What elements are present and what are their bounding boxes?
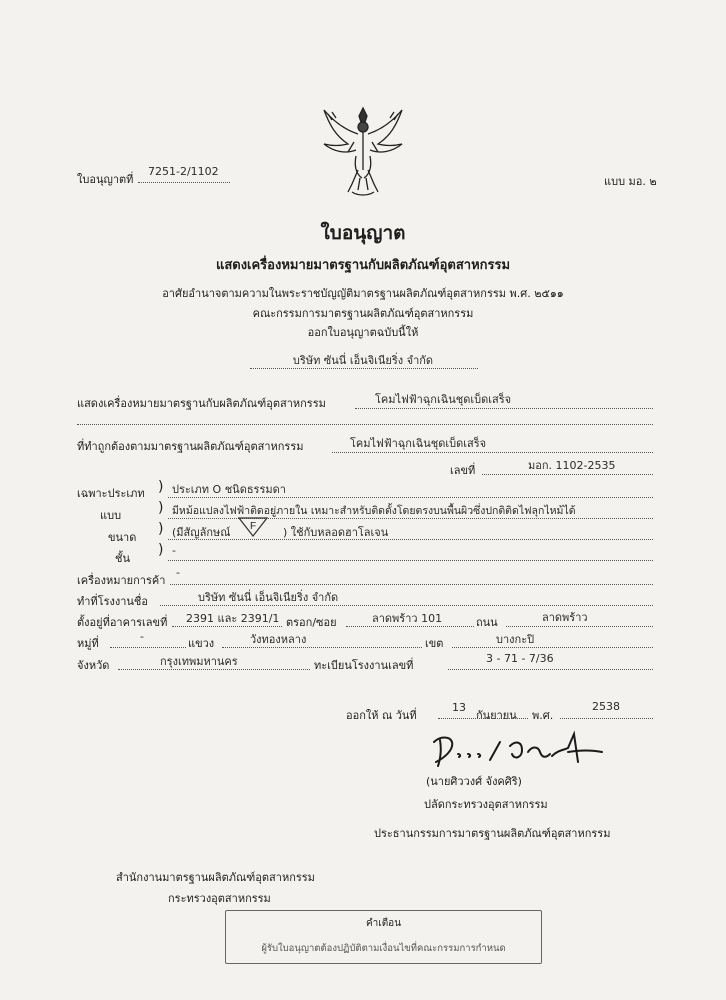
road-label: ถนน — [476, 616, 498, 629]
document-subtitle: แสดงเครื่องหมายมาตรฐานกับผลิตภัณฑ์อุตสาหกรรม — [215, 258, 511, 273]
moo-underline — [110, 647, 186, 648]
class-label: ชั้น — [115, 552, 130, 565]
permit-number-label: ใบอนุญาตที่ — [77, 173, 134, 186]
size-label: ขนาด — [108, 531, 137, 544]
province-label: จังหวัด — [77, 659, 110, 672]
conform-label: ที่ทำถูกต้องตามมาตรฐานผลิตภัณฑ์อุตสาหกรรม — [77, 440, 304, 453]
specific-underline — [168, 497, 653, 498]
show-mark-value: โคมไฟฟ้าฉุกเฉินชุดเบ็ดเสร็จ — [375, 393, 512, 406]
f-triangle-symbol-icon — [238, 517, 268, 537]
bracket-3: ) — [158, 521, 164, 537]
trademark-label: เครื่องหมายการค้า — [77, 574, 166, 587]
office-line-1: สำนักงานมาตรฐานผลิตภัณฑ์อุตสาหกรรม — [116, 871, 315, 884]
licensee-name: บริษัท ซันนี่ เอ็นจิเนียริ่ง จำกัด — [292, 354, 434, 367]
bracket-2: ) — [158, 500, 164, 516]
road-value: ลาดพร้าว — [542, 611, 588, 624]
issue-date-prefix: ออกให้ ณ วันที่ — [346, 709, 417, 722]
document-title: ใบอนุญาต — [320, 222, 406, 244]
khet-label: เขต — [425, 637, 444, 650]
size-value-suffix: ) ใช้กับหลอดฮาโลเจน — [283, 526, 389, 539]
trademark-value: - — [176, 566, 180, 579]
soi-value: ลาดพร้าว 101 — [372, 612, 443, 625]
khwaeng-value: วังทองหลาง — [250, 633, 307, 646]
f-symbol-letter: F — [249, 521, 257, 532]
show-mark-underline — [355, 408, 653, 409]
issue-year-underline — [560, 718, 653, 719]
signatory-name: (นายศิววงศ์ จังคศิริ) — [426, 775, 522, 788]
soi-label: ตรอก/ซอย — [286, 616, 337, 629]
authority-line: อาศัยอำนาจตามความในพระราชบัญญัติมาตรฐานผลิตภัณฑ์อุตสาหกรรม พ.ศ. ๒๕๑๑ — [162, 287, 564, 300]
issue-date-underline — [438, 718, 528, 719]
issue-line: ออกใบอนุญาตฉบับนี้ให้ — [307, 326, 419, 339]
warning-text: ผู้รับใบอนุญาตต้องปฏิบัติตามเงื่อนไขที่คณะกรรมการกำหนด — [261, 943, 506, 954]
road-underline — [506, 626, 653, 627]
province-underline — [118, 669, 310, 670]
class-underline — [168, 560, 653, 561]
factory-name-value: บริษัท ซันนี่ เอ็นจิเนียริ่ง จำกัด — [198, 591, 339, 604]
number-underline — [482, 474, 653, 475]
permit-number-underline — [138, 182, 230, 183]
moo-label: หมู่ที่ — [77, 637, 99, 650]
warning-box — [225, 910, 542, 964]
factory-reg-value: 3 - 71 - 7/36 — [486, 652, 554, 665]
address-value: 2391 และ 2391/1 — [186, 612, 280, 625]
bracket-4: ) — [158, 542, 164, 558]
garuda-emblem-icon — [318, 100, 408, 200]
permit-number-value: 7251-2/1102 — [148, 165, 219, 178]
show-mark-label: แสดงเครื่องหมายมาตรฐานกับผลิตภัณฑ์อุตสาหกรรม — [77, 397, 326, 410]
specific-label: เฉพาะประเภท — [77, 487, 145, 500]
size-value-prefix: (มีสัญลักษณ์ — [172, 526, 231, 539]
handwritten-signature — [424, 728, 609, 770]
specific-value: ประเภท O ชนิดธรรมดา — [172, 483, 286, 496]
khwaeng-label: แขวง — [188, 637, 215, 650]
number-label: เลขที่ — [450, 464, 476, 477]
signatory-position: ปลัดกระทรวงอุตสาหกรรม — [424, 798, 548, 811]
committee-chair: ประธานกรรมการมาตรฐานผลิตภัณฑ์อุตสาหกรรม — [374, 827, 611, 840]
factory-reg-underline — [448, 669, 653, 670]
province-value: กรุงเทพมหานคร — [160, 655, 238, 668]
khwaeng-underline — [222, 647, 422, 648]
bracket-1: ) — [158, 479, 164, 495]
issue-date-era-label: พ.ศ. — [532, 709, 554, 722]
issue-date-year: 2538 — [592, 700, 620, 713]
conform-value: โคมไฟฟ้าฉุกเฉินชุดเบ็ดเสร็จ — [350, 437, 487, 450]
office-line-2: กระทรวงอุตสาหกรรม — [168, 892, 271, 905]
address-label: ตั้งอยู่ที่อาคารเลขที่ — [77, 616, 168, 629]
moo-value: - — [140, 630, 144, 643]
factory-name-label: ทำที่โรงงานชื่อ — [77, 595, 149, 608]
model-label: แบบ — [100, 509, 122, 522]
factory-name-underline — [160, 605, 653, 606]
conform-underline — [332, 452, 653, 453]
issue-date-day: 13 — [452, 701, 466, 714]
warning-title: คำเตือน — [365, 918, 402, 929]
issue-date-month: กันยายน — [476, 709, 517, 722]
model-value: มีหม้อแปลงไฟฟ้าติดอยู่ภายใน เหมาะสำหรับติดตั้งโดยตรงบนพื้นผิวซึ่งปกติติดไฟลุกไหม้ได้ — [172, 505, 576, 517]
khet-value: บางกะปิ — [496, 633, 535, 646]
address-underline — [172, 626, 282, 627]
soi-underline — [346, 626, 474, 627]
trademark-underline — [170, 584, 653, 585]
size-underline — [168, 539, 653, 540]
class-value: - — [172, 544, 176, 557]
khet-underline — [452, 647, 653, 648]
blank-line-1 — [77, 424, 653, 425]
number-value: มอก. 1102-2535 — [528, 459, 616, 472]
licensee-underline — [250, 368, 478, 369]
factory-reg-label: ทะเบียนโรงงานเลขที่ — [314, 659, 414, 672]
form-code: แบบ มอ. ๒ — [604, 175, 657, 188]
committee-line: คณะกรรมการมาตรฐานผลิตภัณฑ์อุตสาหกรรม — [252, 307, 474, 320]
